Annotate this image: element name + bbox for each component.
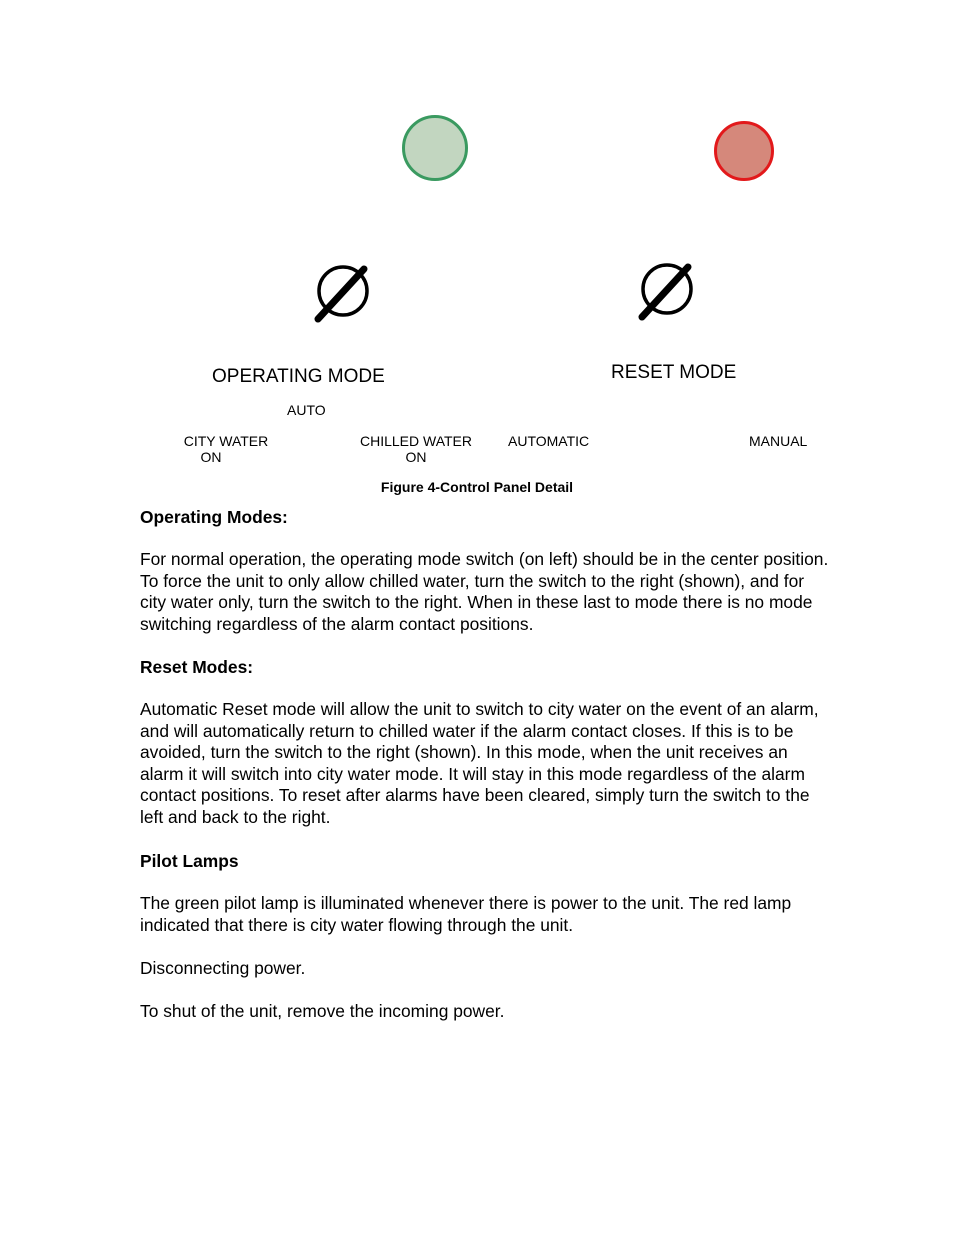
chilled-water-line2: ON bbox=[405, 449, 427, 465]
operating-modes-heading: Operating Modes: bbox=[140, 507, 288, 527]
green-pilot-lamp bbox=[402, 115, 468, 181]
disconnecting-power-paragraph: To shut of the unit, remove the incoming power. bbox=[140, 1001, 505, 1021]
pilot-lamps-heading: Pilot Lamps bbox=[140, 851, 239, 871]
figure-caption: Figure 4-Control Panel Detail bbox=[380, 479, 574, 495]
reset-mode-switch-icon bbox=[634, 262, 700, 322]
auto-position-label: AUTO bbox=[287, 402, 326, 418]
chilled-water-line1: CHILLED WATER bbox=[359, 433, 472, 449]
city-water-on-label bbox=[172, 433, 280, 465]
reset-modes-heading: Reset Modes: bbox=[140, 657, 254, 677]
disconnecting-power-heading: Disconnecting power. bbox=[140, 958, 306, 978]
operating-modes-paragraph: For normal operation, the operating mode switch (on left) should be in the center position. To force the unit to only allow chilled water, turn the switch to the right (shown), and for city water only, turn the switch to the right. When in these last to mode there is no mode switching regardless of the alarm contact positions. bbox=[140, 549, 829, 634]
manual-position-label: MANUAL bbox=[749, 433, 808, 449]
reset-modes-paragraph: Automatic Reset mode will allow the unit to switch to city water on the event of an alarm, and will automatically return to chilled water if the alarm contact closes. If this is to be avoided, turn the switch to the right (shown). In this mode, when the unit receives an alarm it will switch into city water mode. It will stay in this mode regardless of the alarm contact positions. To reset after alarms have been cleared, simply turn the switch to the left and back to the right. bbox=[140, 699, 819, 827]
red-pilot-lamp bbox=[714, 121, 774, 181]
reset-mode-title: RESET MODE bbox=[611, 362, 737, 383]
pilot-lamps-paragraph: The green pilot lamp is illuminated whenever there is power to the unit. The red lamp indicated that there is city water flowing through the unit. bbox=[140, 893, 792, 935]
automatic-position-label: AUTOMATIC bbox=[508, 433, 590, 449]
chilled-water-on-label bbox=[350, 433, 482, 465]
operating-mode-title: OPERATING MODE bbox=[212, 366, 385, 387]
operating-mode-switch-icon bbox=[310, 264, 376, 324]
city-water-line1: CITY WATER bbox=[183, 433, 269, 449]
city-water-line2: ON bbox=[200, 449, 222, 465]
